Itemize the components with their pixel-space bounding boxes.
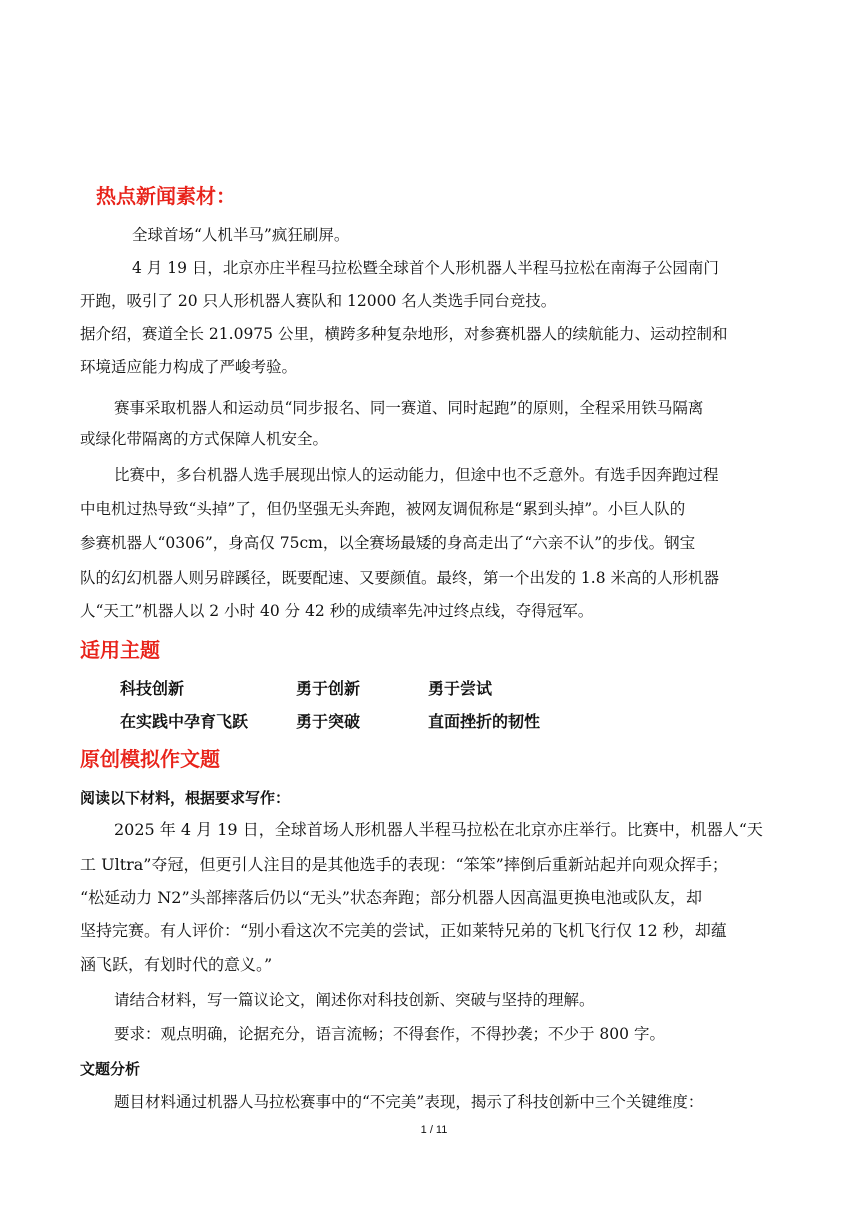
material-line: 工 Ultra”夺冠，但更引人注目的是其他选手的表现：“笨笨”摔倒后重新站起并向观众挥手；	[80, 855, 728, 874]
essay-instruction: 阅读以下材料，根据要求写作：	[80, 789, 291, 807]
material-line: 坚持完赛。有人评价：“别小看这次不完美的尝试，正如莱特兄弟的飞机飞行仅 12 秒，却蕴	[80, 921, 727, 940]
paragraph-line: 比赛中，多台机器人选手展现出惊人的运动能力，但途中也不乏意外。有选手因奔跑过程	[114, 466, 719, 484]
themes-title: 适用主题	[80, 638, 160, 662]
theme-item: 勇于突破	[296, 712, 361, 731]
theme-item: 科技创新	[120, 679, 185, 698]
material-line: “松延动力 N2”头部摔落后仍以“无头”状态奔跑；部分机器人因高温更换电池或队友，却	[80, 888, 702, 907]
paragraph-line: 人“天工”机器人以 2 小时 40 分 42 秒的成绩率先冲过终点线，夺得冠军。	[80, 602, 594, 620]
paragraph-line: 队的幻幻机器人则另辟蹊径，既要配速、又要颜值。最终，第一个出发的 1.8 米高的人形机器	[80, 569, 720, 587]
theme-item: 直面挫折的韧性	[428, 712, 541, 731]
material-line: 2025 年 4 月 19 日，全球首场人形机器人半程马拉松在北京亦庄举行。比赛中，机器人“天	[114, 820, 763, 839]
theme-item: 勇于尝试	[428, 679, 493, 698]
essay-title: 原创模拟作文题	[80, 747, 220, 771]
paragraph-line: 开跑，吸引了 20 只人形机器人赛队和 12000 名人类选手同台竞技。	[80, 292, 557, 310]
analysis-line: 题目材料通过机器人马拉松赛事中的“不完美”表现，揭示了科技创新中三个关键维度：	[114, 1093, 704, 1111]
paragraph-line: 参赛机器人“0306”，身高仅 75cm，以全赛场最矮的身高走出了“六亲不认”的步伐。钢宝	[80, 534, 696, 552]
paragraph-line: 中电机过热导致“头掉”了，但仍坚强无头奔跑，被网友调侃称是“累到头掉”。小巨人队的	[80, 500, 686, 518]
essay-requirements: 要求：观点明确，论据充分，语言流畅；不得套作，不得抄袭；不少于 800 字。	[114, 1025, 665, 1043]
theme-item: 勇于创新	[296, 679, 361, 698]
paragraph-line: 据介绍，赛道全长 21.0975 公里，横跨多种复杂地形，对参赛机器人的续航能力、运动控制和	[80, 325, 728, 343]
paragraph-line: 环境适应能力构成了严峻考验。	[80, 358, 298, 376]
page-number: 1 / 11	[420, 1124, 448, 1136]
theme-item: 在实践中孕育飞跃	[120, 712, 249, 731]
paragraph-line: 赛事采取机器人和运动员“同步报名、同一赛道、同时起跑”的原则，全程采用铁马隔离	[114, 399, 704, 417]
paragraph-line: 全球首场“人机半马”疯狂刷屏。	[132, 226, 350, 244]
analysis-title: 文题分析	[80, 1060, 141, 1078]
paragraph-line: 或绿化带隔离的方式保障人机安全。	[80, 430, 329, 448]
material-line: 涵飞跃，有划时代的意义。”	[80, 955, 273, 974]
hot-news-title: 热点新闻素材：	[96, 184, 236, 208]
paragraph-line: 4 月 19 日，北京亦庄半程马拉松暨全球首个人形机器人半程马拉松在南海子公园南门	[132, 259, 719, 277]
essay-task: 请结合材料，写一篇议论文，阐述你对科技创新、突破与坚持的理解。	[114, 991, 595, 1009]
